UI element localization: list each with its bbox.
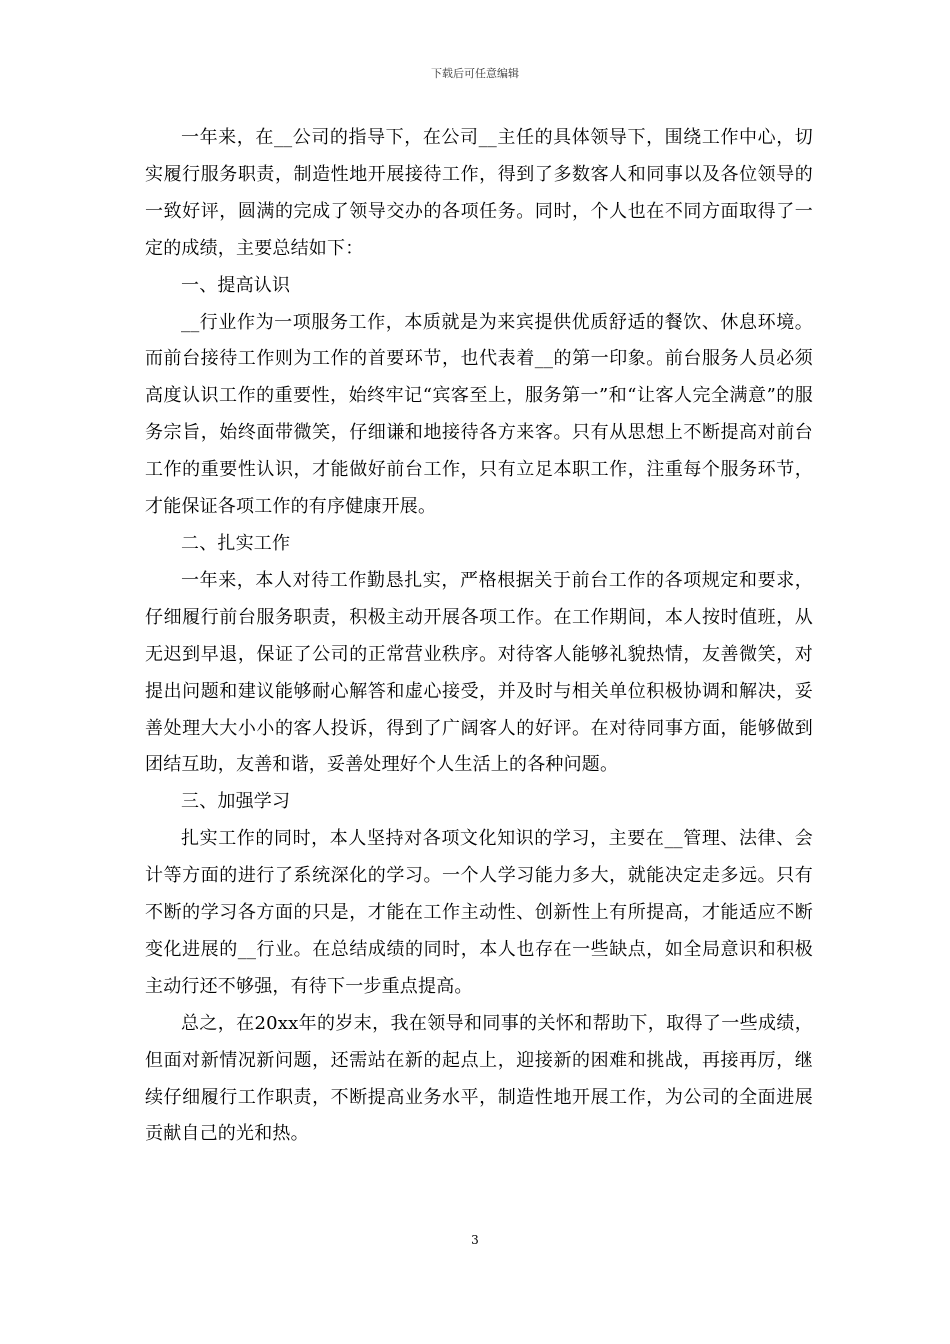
section-1-paragraph: __行业作为一项服务工作，本质就是为来宾提供优质舒适的餐饮、休息环境。而前台接待工作则为工作的首要环节，也代表着__的第一印象。前台服务人员必须高度认识工作的重要性，始终牢记“宾客至上，服务第一”和“让客人完全满意”的服务宗旨，始终面带微笑，仔细谦和地接待各方来客。只有从思想上不断提高对前台工作的重要性认识，才能做好前台工作，只有立足本职工作，注重每个服务环节，才能保证各项工作的有序健康开展。 — [145, 311, 813, 518]
section-heading-1: 一、提高认识 — [181, 274, 291, 296]
section-3-paragraph: 扎实工作的同时，本人坚持对各项文化知识的学习，主要在__管理、法律、会计等方面的进行了系统深化的学习。一个人学习能力多大，就能决定走多远。只有不断的学习各方面的只是，才能在工作主动性、创新性上有所提高，才能适应不断变化进展的__行业。在总结成绩的同时，本人也存在一些缺点，如全局意识和积极主动行还不够强，有待下一步重点提高。 — [145, 828, 813, 997]
intro-paragraph: 一年来，在__公司的指导下，在公司__主任的具体领导下，围绕工作中心，切实履行服务职责，制造性地开展接待工作，得到了多数客人和同事以及各位领导的一致好评，圆满的完成了领导交办的各项任务。同时，个人也在不同方面取得了一定的成绩，主要总结如下： — [145, 127, 813, 259]
section-2-paragraph: 一年来，本人对待工作勤恳扎实，严格根据关于前台工作的各项规定和要求，仔细履行前台服务职责，积极主动开展各项工作。在工作期间，本人按时值班，从无迟到早退，保证了公司的正常营业秩序。对待客人能够礼貌热情，友善微笑，对提出问题和建议能够耐心解答和虚心接受，并及时与相关单位积极协调和解决，妥善处理大大小小的客人投诉，得到了广阔客人的好评。在对待同事方面，能够做到团结互助，友善和谐，妥善处理好个人生活上的各种问题。 — [145, 569, 813, 776]
section-heading-2: 二、扎实工作 — [181, 532, 291, 554]
page-number: 3 — [471, 1233, 479, 1247]
page-header: 下载后可任意编辑 — [431, 67, 519, 80]
section-heading-3: 三、加强学习 — [181, 791, 291, 813]
conclusion-paragraph: 总之，在20xx年的岁末，我在领导和同事的关怀和帮助下，取得了一些成绩，但面对新情况新问题，还需站在新的起点上，迎接新的困难和挑战，再接再厉，继续仔细履行工作职责，不断提高业务水平，制造性地开展工作，为公司的全面进展贡献自己的光和热。 — [145, 1012, 813, 1145]
document-body — [145, 120, 813, 1153]
